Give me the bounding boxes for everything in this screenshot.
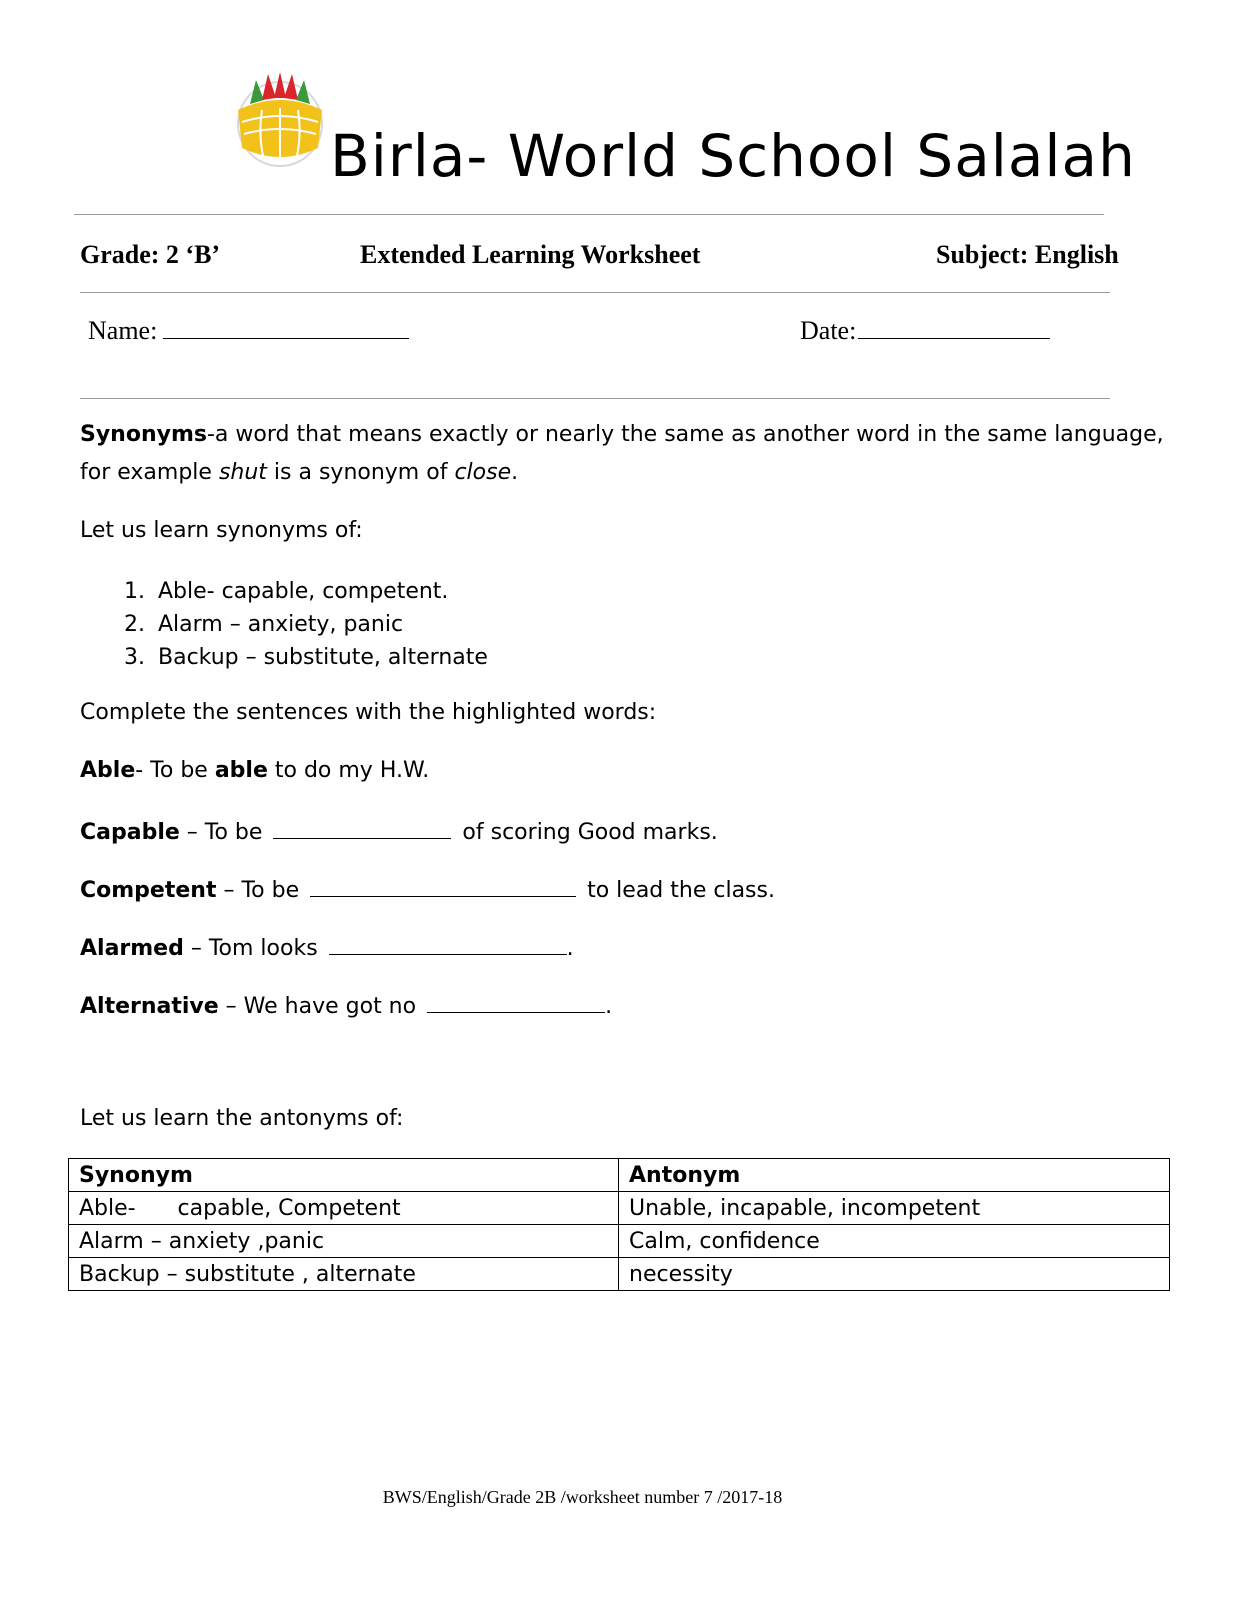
- school-crest-icon: [228, 70, 328, 170]
- name-field[interactable]: [163, 314, 409, 339]
- example-word: close: [454, 460, 512, 485]
- answer-blank[interactable]: [310, 876, 576, 897]
- list-item: 2. Alarm – anxiety, panic: [152, 608, 488, 641]
- exercise-text: – To be: [216, 878, 307, 903]
- definition-text: is a synonym of: [266, 460, 455, 485]
- subject-label: Subject: English: [936, 240, 1119, 269]
- antonym-table: [68, 1158, 1170, 1291]
- exercise-text: of scoring Good marks.: [455, 820, 718, 845]
- list-item: 3. Backup – substitute, alternate: [152, 641, 488, 674]
- exercise-text: .: [566, 936, 574, 961]
- table-cell: Unable, incapable, incompetent: [619, 1192, 1170, 1225]
- worksheet-title: Extended Learning Worksheet: [360, 240, 701, 269]
- example-word: shut: [218, 460, 267, 485]
- definition-term: Synonyms: [80, 422, 207, 447]
- highlight-word: able: [214, 758, 268, 783]
- answer-blank[interactable]: [329, 934, 567, 955]
- grade-label: Grade: 2 ‘B’: [80, 240, 221, 269]
- exercise-word: Alarmed: [80, 936, 184, 961]
- exercise-word: Capable: [80, 820, 180, 845]
- definition-text: .: [511, 460, 519, 485]
- table-cell: Able- capable, Competent: [69, 1192, 619, 1225]
- date-field[interactable]: [858, 314, 1050, 339]
- exercise-item: [80, 992, 612, 1018]
- definition-line-1: [80, 424, 1164, 446]
- exercise-item: [80, 934, 574, 960]
- table-header-row: [69, 1159, 1170, 1192]
- page-footer: BWS/English/Grade 2B /worksheet number 7 /2017-18: [382, 1487, 783, 1507]
- table-row: [69, 1225, 1170, 1258]
- list-item: 1. Able- capable, competent.: [152, 575, 488, 608]
- exercise-item: [80, 818, 718, 844]
- definition-line-2: [80, 462, 518, 484]
- exercise-word: Competent: [80, 878, 217, 903]
- exercise-item: [80, 876, 775, 902]
- exercise-text: .: [605, 994, 613, 1019]
- exercise-text: to do my H.W.: [267, 758, 430, 783]
- learn-intro: Let us learn synonyms of:: [80, 518, 363, 543]
- table-cell: Alarm – anxiety ,panic: [69, 1225, 619, 1258]
- divider: [74, 214, 1104, 215]
- exercise-text: – To be: [179, 820, 270, 845]
- exercise-instruction: Complete the sentences with the highlighted words:: [80, 700, 657, 725]
- name-label: Name:: [88, 316, 158, 345]
- table-row: [69, 1258, 1170, 1291]
- name-row: [88, 314, 409, 346]
- exercise-item: [80, 760, 429, 782]
- exercise-text: to lead the class.: [580, 878, 775, 903]
- date-row: [800, 314, 1050, 346]
- school-name: Birla- World School Salalah: [330, 122, 1136, 190]
- date-label: Date:: [800, 316, 857, 345]
- divider: [80, 398, 1110, 399]
- column-header-antonym: Antonym: [619, 1159, 1170, 1192]
- synonym-list: [80, 575, 488, 674]
- table-row: [69, 1192, 1170, 1225]
- exercise-text: – We have got no: [218, 994, 424, 1019]
- table-cell: necessity: [619, 1258, 1170, 1291]
- answer-blank[interactable]: [427, 992, 605, 1013]
- exercise-word: Able: [80, 758, 136, 783]
- divider: [80, 292, 1110, 293]
- table-cell: Backup – substitute , alternate: [69, 1258, 619, 1291]
- exercise-text: - To be: [135, 758, 215, 783]
- table-cell: Calm, confidence: [619, 1225, 1170, 1258]
- antonym-intro: Let us learn the antonyms of:: [80, 1106, 404, 1131]
- column-header-synonym: Synonym: [69, 1159, 619, 1192]
- answer-blank[interactable]: [273, 818, 451, 839]
- exercise-word: Alternative: [80, 994, 219, 1019]
- definition-text: for example: [80, 460, 219, 485]
- exercise-text: – Tom looks: [183, 936, 325, 961]
- definition-text: -a word that means exactly or nearly the same as another word in the same language,: [206, 422, 1164, 447]
